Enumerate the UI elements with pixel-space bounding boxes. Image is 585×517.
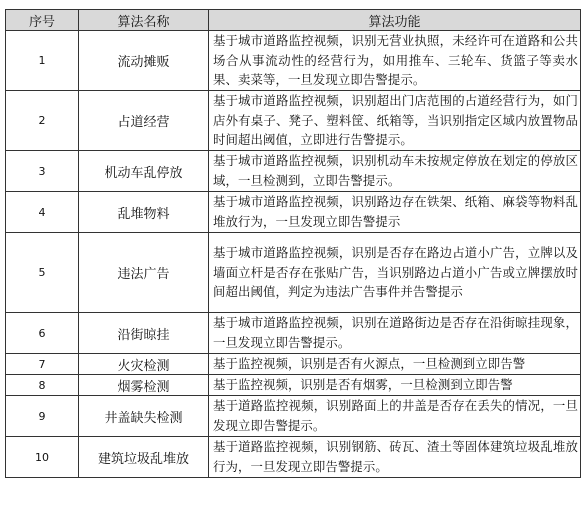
table-row bbox=[6, 91, 581, 151]
row-number: 3 bbox=[6, 151, 79, 192]
row-number: 9 bbox=[6, 396, 79, 437]
algorithm-name: 违法广告 bbox=[79, 233, 209, 313]
algorithm-name: 火灾检测 bbox=[79, 354, 209, 375]
algorithm-name: 井盖缺失检测 bbox=[79, 396, 209, 437]
algorithm-name: 沿街晾挂 bbox=[79, 313, 209, 354]
algorithm-name: 乱堆物料 bbox=[79, 192, 209, 233]
algorithm-name: 机动车乱停放 bbox=[79, 151, 209, 192]
algorithm-function: 基于监控视频，识别是否有烟雾，一旦检测到立即告警 bbox=[209, 375, 581, 396]
algorithm-function: 基于城市道路监控视频，识别路边存在铁架、纸箱、麻袋等物料乱堆放行为，一旦发现立即告警提示 bbox=[209, 192, 581, 233]
row-number: 7 bbox=[6, 354, 79, 375]
algorithm-function: 基于城市道路监控视频，识别无营业执照，未经许可在道路和公共场合从事流动性的经营行为，如用推车、三轮车、货篮子等卖水果、卖菜等，一旦发现立即告警提示。 bbox=[209, 31, 581, 91]
table-row bbox=[6, 192, 581, 233]
row-number: 1 bbox=[6, 31, 79, 91]
algorithm-function: 基于监控视频，识别是否有火源点，一旦检测到立即告警 bbox=[209, 354, 581, 375]
algorithm-name: 占道经营 bbox=[79, 91, 209, 151]
row-number: 10 bbox=[6, 437, 79, 478]
row-number: 6 bbox=[6, 313, 79, 354]
algorithm-function: 基于道路监控视频，识别钢筋、砖瓦、渣土等固体建筑垃圾乱堆放行为，一旦发现立即告警提示。 bbox=[209, 437, 581, 478]
algorithm-function: 基于道路监控视频，识别路面上的井盖是否存在丢失的情况，一旦发现立即告警提示。 bbox=[209, 396, 581, 437]
table-row bbox=[6, 437, 581, 478]
header-algorithm-name: 算法名称 bbox=[79, 10, 209, 31]
table-row bbox=[6, 354, 581, 375]
table-row bbox=[6, 375, 581, 396]
table-row bbox=[6, 151, 581, 192]
table-row bbox=[6, 31, 581, 91]
algorithm-name: 烟雾检测 bbox=[79, 375, 209, 396]
algorithm-function: 基于城市道路监控视频，识别超出门店范围的占道经营行为，如门店外有桌子、凳子、塑料筐、纸箱等，当识别指定区域内放置物品时间超出阈值，立即进行告警提示。 bbox=[209, 91, 581, 151]
algorithm-function: 基于城市道路监控视频，识别机动车未按规定停放在划定的停放区域，一旦检测到，立即告警提示。 bbox=[209, 151, 581, 192]
table-header-row bbox=[6, 10, 581, 31]
header-algorithm-function: 算法功能 bbox=[209, 10, 581, 31]
algorithm-name: 建筑垃圾乱堆放 bbox=[79, 437, 209, 478]
algorithm-function: 基于城市道路监控视频，识别在道路街边是否存在沿街晾挂现象，一旦发现立即告警提示。 bbox=[209, 313, 581, 354]
algorithm-table bbox=[5, 9, 581, 478]
table-row bbox=[6, 233, 581, 313]
table-row bbox=[6, 396, 581, 437]
row-number: 2 bbox=[6, 91, 79, 151]
algorithm-function: 基于城市道路监控视频，识别是否存在路边占道小广告，立牌以及墙面立杆是否存在张贴广告，当识别路边占道小广告或立牌摆放时间超出阈值，判定为违法广告事件并告警提示 bbox=[209, 233, 581, 313]
header-serial-number: 序号 bbox=[6, 10, 79, 31]
algorithm-name: 流动摊贩 bbox=[79, 31, 209, 91]
row-number: 8 bbox=[6, 375, 79, 396]
row-number: 5 bbox=[6, 233, 79, 313]
table-row bbox=[6, 313, 581, 354]
row-number: 4 bbox=[6, 192, 79, 233]
